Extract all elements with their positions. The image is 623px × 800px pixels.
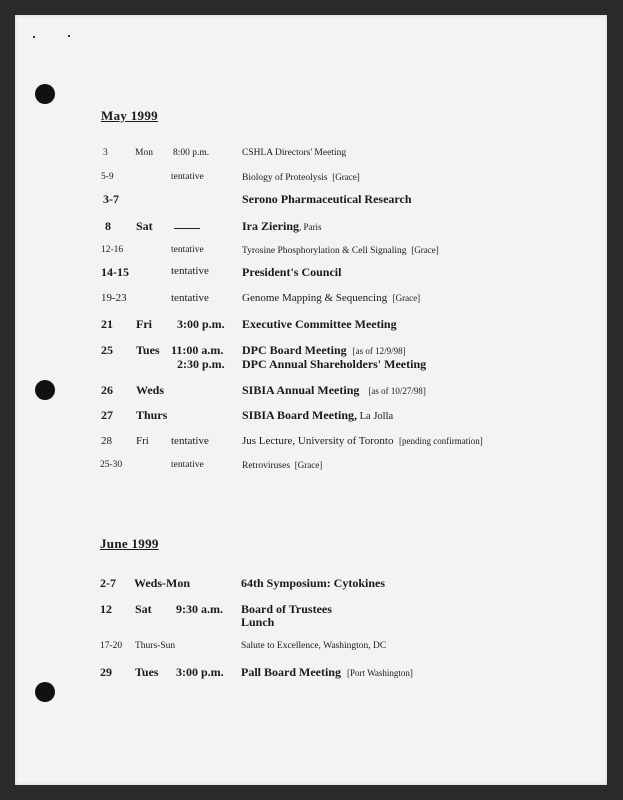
row-dow: Sat [135, 602, 152, 616]
row-event: Biology of Proteolysis [242, 173, 328, 183]
row-note: [as of 10/27/98] [368, 386, 426, 396]
row-event-2: DPC Annual Shareholders' Meeting [242, 357, 427, 371]
month-heading-june: June 1999 [100, 536, 159, 551]
row-note: [Grace] [332, 172, 360, 182]
row-day: 19-23 [101, 292, 127, 304]
row-day: 14-15 [101, 265, 129, 279]
row-dow: Thurs [136, 408, 168, 422]
row-dow: Tues [135, 665, 159, 679]
row-day: 12 [100, 602, 112, 616]
row-day: 27 [101, 408, 113, 422]
row-event: Executive Committee Meeting [242, 317, 397, 331]
row-note: [Grace] [411, 245, 439, 255]
row-event: President's Council [242, 265, 342, 279]
row-dow: Sat [136, 219, 153, 233]
row-event: CSHLA Directors' Meeting [242, 148, 347, 158]
binder-hole-bottom [35, 682, 55, 702]
row-day: 21 [101, 317, 113, 331]
row-time: tentative [171, 265, 209, 277]
row-event: Retroviruses [242, 461, 291, 471]
row-dow: Fri [136, 317, 152, 331]
row-event: DPC Board Meeting [242, 343, 347, 357]
row-time: 11:00 a.m. [171, 343, 224, 357]
row-time: 3:00 p.m. [176, 665, 224, 679]
row-dow: Mon [135, 148, 153, 158]
blank-line [174, 219, 200, 229]
row-dow: Weds [136, 383, 165, 397]
row-day: 5-9 [101, 172, 114, 182]
row-day: 3 [103, 148, 108, 158]
row-event: Serono Pharmaceutical Research [242, 192, 412, 206]
row-event: Genome Mapping & Sequencing [242, 292, 388, 304]
row-time: tentative [171, 245, 204, 255]
row-event: Salute to Excellence, Washington, DC [241, 641, 387, 651]
row-day: 8 [105, 219, 111, 233]
row-day: 29 [100, 665, 112, 679]
row-day: 28 [101, 435, 112, 447]
row-event-2: Lunch [241, 615, 275, 629]
row-note: [pending confirmation] [398, 436, 483, 446]
row-extra: La Jolla [357, 411, 394, 422]
row-event: Tyrosine Phosphorylation & Cell Signaling [242, 246, 407, 256]
row-dow: Tues [136, 343, 160, 357]
month-heading-may: May 1999 [101, 108, 158, 123]
row-extra: , Paris [299, 222, 322, 232]
row-event: Board of Trustees [241, 602, 332, 616]
binder-hole-top [35, 84, 55, 104]
document-page [15, 15, 607, 785]
speck [33, 36, 35, 38]
row-time: tentative [171, 292, 209, 304]
speck [68, 35, 70, 37]
row-time: tentative [171, 172, 204, 182]
row-event: Ira Ziering [242, 219, 299, 233]
row-event: 64th Symposium: Cytokines [241, 576, 386, 590]
row-time: 3:00 p.m. [177, 317, 225, 331]
row-day: 17-20 [100, 641, 123, 651]
row-day: 25 [101, 343, 113, 357]
row-time: tentative [171, 460, 204, 470]
row-event: SIBIA Board Meeting, [242, 408, 358, 422]
row-event: SIBIA Annual Meeting [242, 383, 360, 397]
row-event: Pall Board Meeting [241, 665, 341, 679]
binder-hole-middle [35, 380, 55, 400]
row-day: 26 [101, 383, 113, 397]
row-time: tentative [171, 435, 209, 447]
row-time-2: 2:30 p.m. [177, 357, 225, 371]
row-time: 9:30 a.m. [176, 602, 223, 616]
row-dow: Thurs-Sun [135, 641, 176, 651]
row-day: 25-30 [100, 460, 123, 470]
row-day: 12-16 [101, 245, 124, 255]
row-event: Jus Lecture, University of Toronto [242, 435, 394, 447]
row-note: [Grace] [294, 460, 323, 470]
row-dow: Weds-Mon [134, 576, 191, 590]
row-dow: Fri [136, 435, 149, 447]
row-day: 2-7 [100, 576, 116, 590]
row-note: [as of 12/9/98] [352, 346, 406, 356]
row-day: 3-7 [103, 192, 119, 206]
row-time: 8:00 p.m. [173, 148, 210, 158]
row-note: [Port Washington] [346, 668, 413, 678]
row-note: [Grace] [392, 293, 421, 303]
